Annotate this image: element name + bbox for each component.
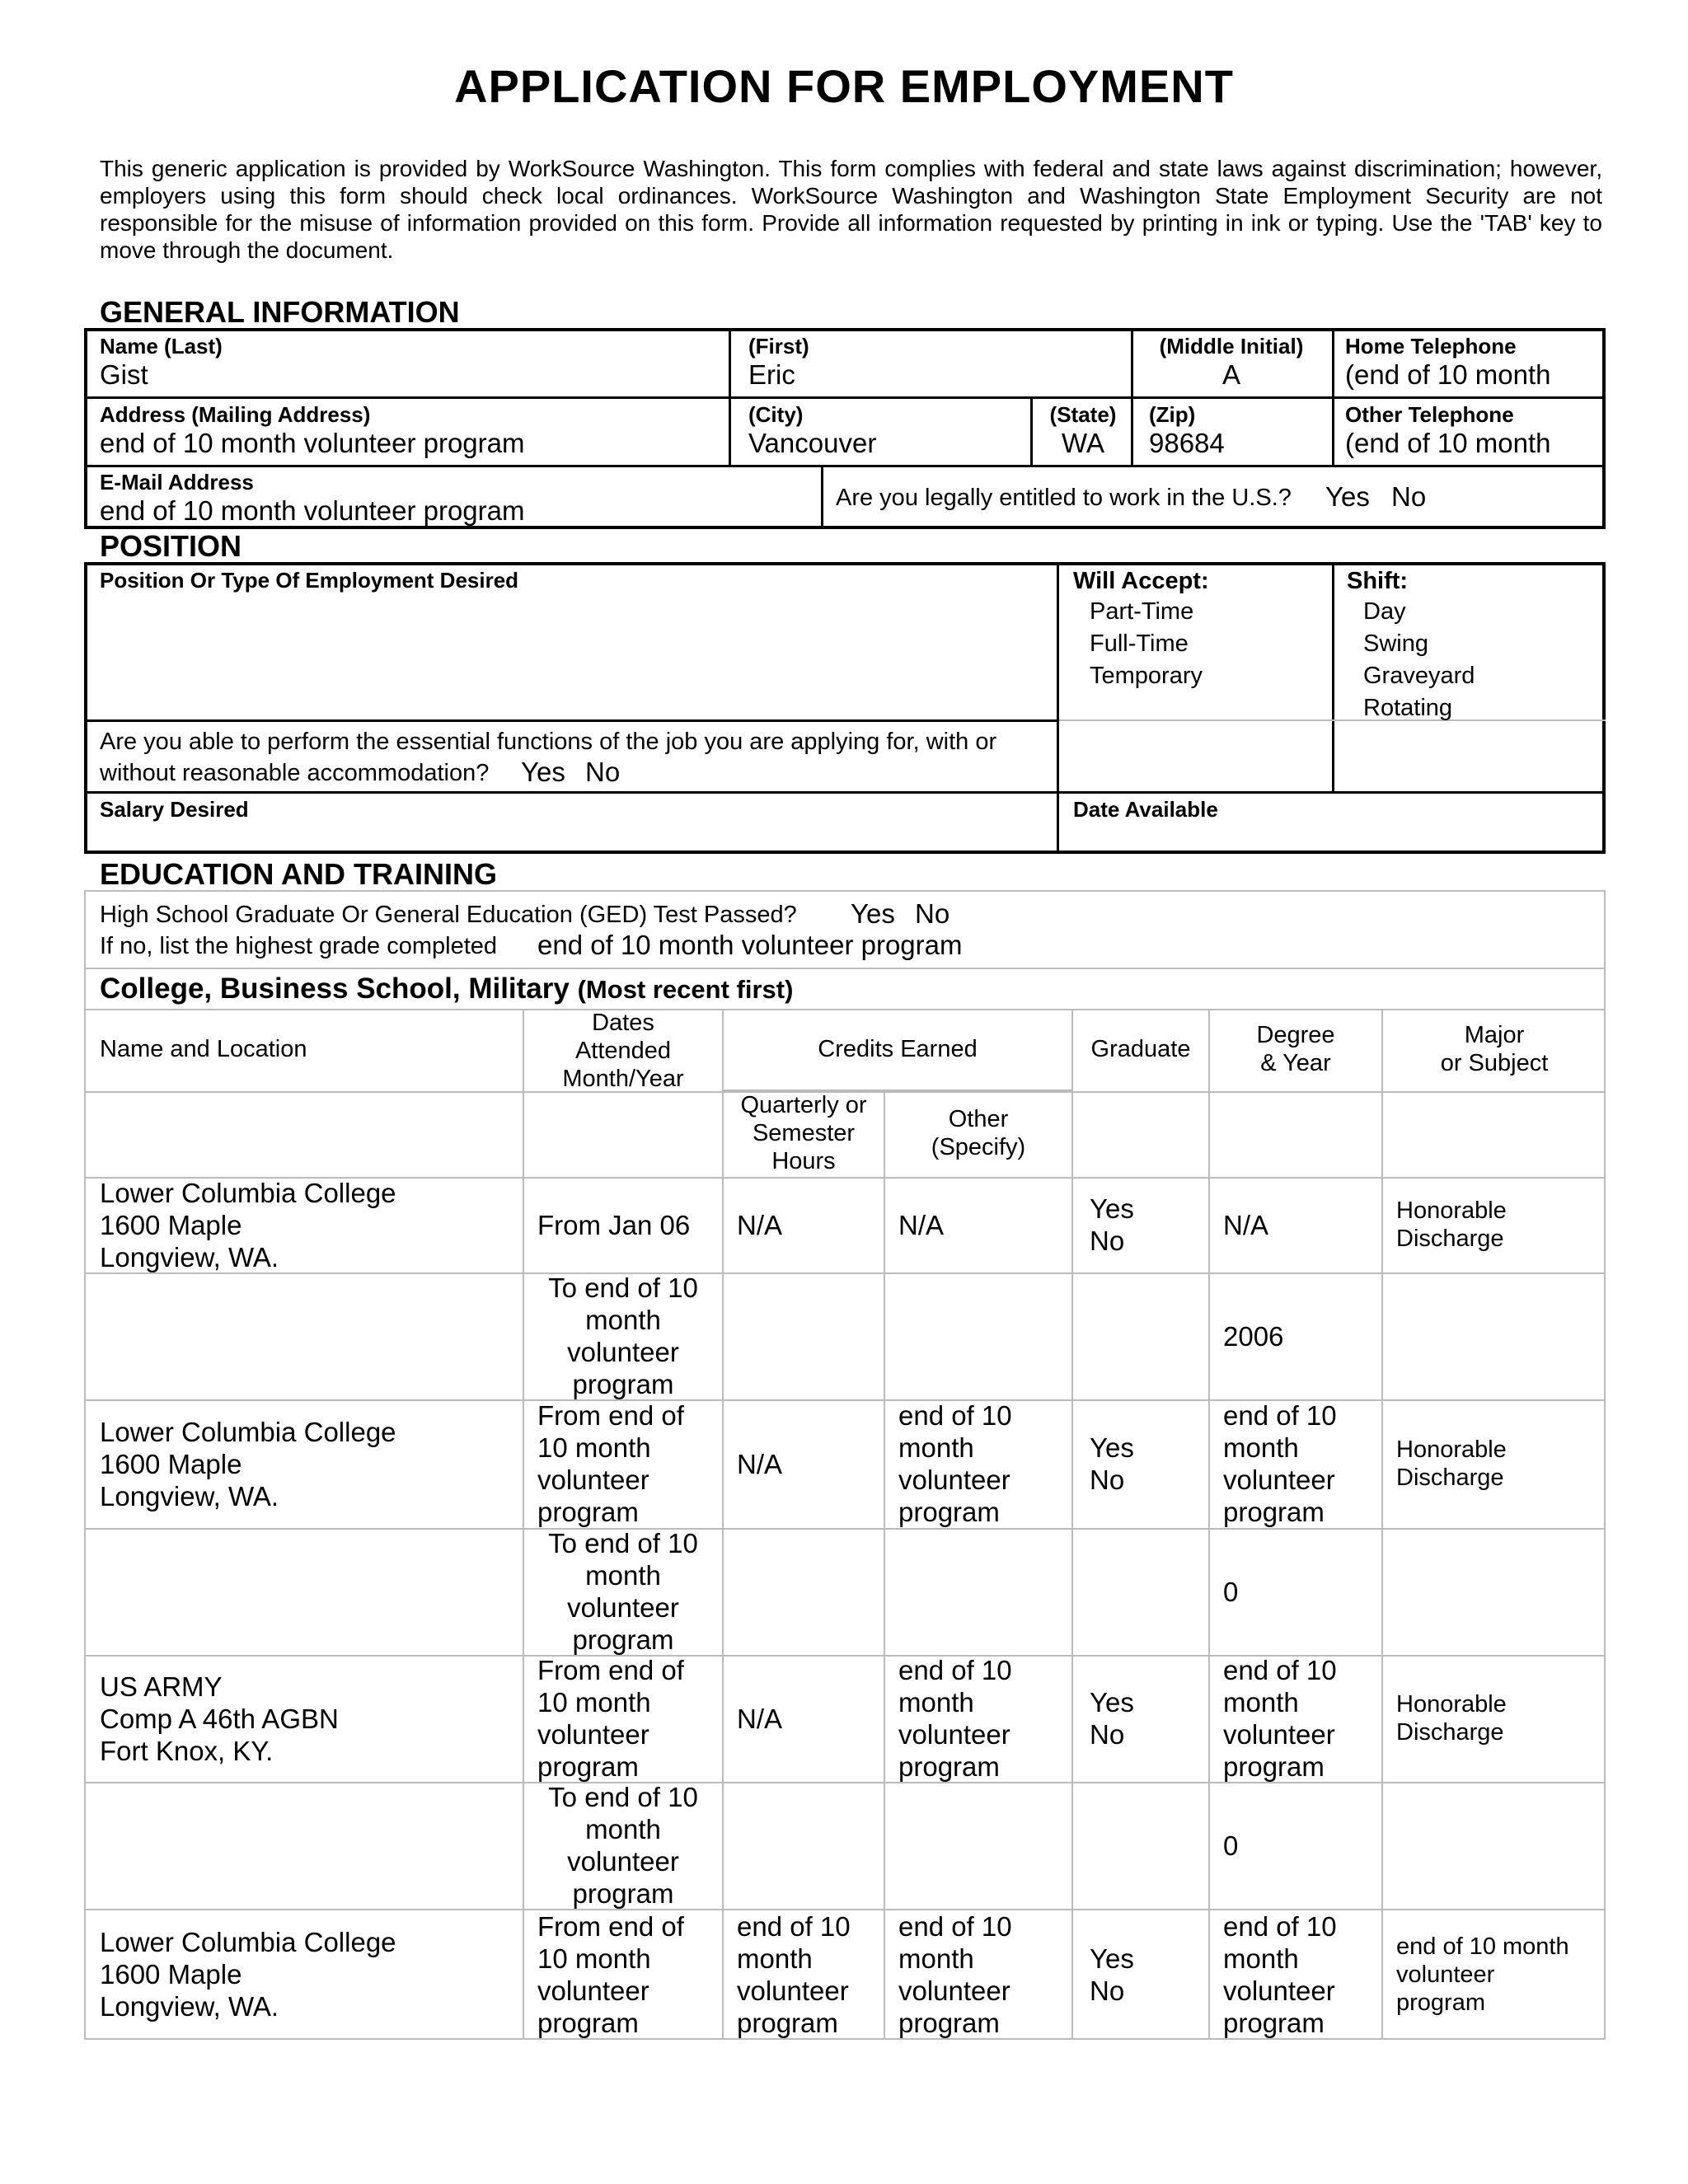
- degree-year-line: program: [1223, 1497, 1325, 1527]
- date-to-line: program: [572, 1878, 674, 1909]
- shift-options: [1363, 596, 1475, 724]
- college-heading-text: College, Business School, Military: [100, 972, 570, 1005]
- divider: [821, 465, 823, 529]
- first-name-field[interactable]: Eric: [748, 359, 795, 390]
- divider: [1057, 562, 1059, 854]
- other-credits[interactable]: [898, 1399, 1068, 1528]
- graduate-yes-no-line: Yes: [1090, 1943, 1134, 1974]
- degree-year-value[interactable]: [1223, 1576, 1378, 1608]
- other-credits-line: volunteer: [898, 1975, 1010, 2006]
- home-telephone-label: Home Telephone: [1345, 334, 1517, 359]
- quarterly-hours-line: volunteer: [737, 1975, 849, 2006]
- quarterly-hours[interactable]: [737, 1910, 882, 2039]
- date-from-line: volunteer: [537, 1719, 649, 1750]
- will-accept-option: Full-Time: [1090, 630, 1189, 657]
- header-line: Quarterly or: [740, 1092, 867, 1118]
- date-to-line: volunteer: [567, 1846, 679, 1877]
- school-name-location-line: Fort Knox, KY.: [100, 1735, 274, 1766]
- major-subject[interactable]: [1396, 1197, 1602, 1253]
- other-credits[interactable]: [898, 1654, 1068, 1783]
- major-subject-line: Honorable: [1396, 1197, 1507, 1224]
- date-to-line: month: [585, 1305, 661, 1335]
- graduate-yes-no-line: No: [1090, 1975, 1125, 2006]
- date-to[interactable]: [524, 1272, 722, 1400]
- shift-option: Rotating: [1363, 695, 1453, 721]
- home-telephone-field[interactable]: (end of 10 month: [1345, 359, 1551, 390]
- date-from[interactable]: [537, 1654, 719, 1783]
- date-to-line: volunteer: [567, 1592, 679, 1623]
- quarterly-hours-line: end of 10: [737, 1910, 851, 1942]
- address-field[interactable]: end of 10 month volunteer program: [100, 428, 525, 458]
- degree-year[interactable]: [1223, 1209, 1378, 1241]
- school-name-location-line: 1600 Maple: [100, 1209, 242, 1240]
- other-credits-line: month: [898, 1687, 974, 1718]
- salary-desired-label: Salary Desired: [100, 797, 249, 822]
- divider: [84, 1009, 1606, 1010]
- graduate-yes-no-line: No: [1090, 1226, 1125, 1256]
- degree-year-value-line: 0: [1223, 1576, 1239, 1607]
- divider: [84, 396, 1606, 399]
- education-heading: EDUCATION AND TRAINING: [100, 857, 497, 891]
- quarterly-hours[interactable]: [737, 1703, 882, 1735]
- divider: [1332, 562, 1334, 793]
- header-line: Major: [1464, 1022, 1525, 1048]
- degree-year-line: month: [1223, 1687, 1299, 1718]
- header-line: Semester: [752, 1120, 856, 1146]
- address-label: Address (Mailing Address): [100, 402, 371, 427]
- grid-line: [1071, 1009, 1073, 2040]
- other-specify-header: [885, 1105, 1071, 1161]
- general-information-heading: GENERAL INFORMATION: [100, 295, 460, 329]
- highest-grade-field[interactable]: end of 10 month volunteer program: [537, 930, 963, 960]
- school-name-location-line: 1600 Maple: [100, 1448, 242, 1479]
- degree-year-line: end of 10: [1223, 1910, 1337, 1942]
- date-from[interactable]: [537, 1399, 719, 1528]
- graduate-yes-no[interactable]: [1090, 1686, 1205, 1750]
- grid-line: [84, 1528, 1606, 1530]
- date-from-line: From end of: [537, 1910, 684, 1942]
- school-name-location-line: Longview, WA.: [100, 1480, 279, 1511]
- shift-option: Swing: [1363, 630, 1428, 657]
- other-credits-line: volunteer: [898, 1465, 1010, 1495]
- degree-year-line: end of 10: [1223, 1400, 1337, 1431]
- shift-label: Shift:: [1347, 568, 1409, 594]
- other-credits-line: end of 10: [898, 1400, 1012, 1431]
- essential-functions-question-cont: without reasonable accommodation?: [100, 760, 490, 786]
- school-name-location[interactable]: [100, 1671, 516, 1767]
- middle-initial-label: (Middle Initial): [1159, 334, 1304, 359]
- degree-year-line: month: [1223, 1432, 1299, 1463]
- major-subject-line: Honorable: [1396, 1691, 1507, 1718]
- major-subject[interactable]: [1396, 1690, 1602, 1746]
- quarterly-hours-line: program: [737, 2007, 838, 2038]
- other-telephone-field[interactable]: (end of 10 month: [1345, 428, 1551, 458]
- date-to-line: To end of 10: [548, 1528, 698, 1558]
- degree-year-line: program: [1223, 2007, 1325, 2038]
- degree-year-line: N/A: [1223, 1209, 1269, 1240]
- date-from[interactable]: [537, 1209, 719, 1241]
- last-name-field[interactable]: Gist: [100, 359, 148, 390]
- date-from-line: program: [537, 1751, 639, 1782]
- divider: [84, 719, 1057, 722]
- major-subject-line: Discharge: [1396, 1226, 1504, 1252]
- major-subject-line: Honorable: [1396, 1436, 1507, 1463]
- zip-field[interactable]: 98684: [1149, 428, 1225, 458]
- degree-year-value[interactable]: [1223, 1830, 1378, 1862]
- school-name-location-line: Lower Columbia College: [100, 1927, 396, 1957]
- grid-line: [884, 1090, 885, 2040]
- legal-yes-option[interactable]: Yes: [1325, 481, 1370, 512]
- date-from-line: From end of: [537, 1655, 684, 1685]
- date-to-line: program: [572, 1624, 674, 1655]
- major-subject-line: end of 10 month: [1396, 1933, 1569, 1960]
- credits-earned-header: Credits Earned: [818, 1036, 978, 1062]
- degree-year-value[interactable]: [1223, 1320, 1378, 1352]
- date-to[interactable]: [524, 1527, 722, 1656]
- essential-functions-question: Are you able to perform the essential functions of the job you are applying for, with or: [100, 729, 997, 755]
- quarterly-hours[interactable]: [737, 1209, 882, 1241]
- divider: [1030, 396, 1033, 465]
- graduate-yes-no-line: Yes: [1090, 1687, 1134, 1718]
- college-heading: [100, 972, 793, 1005]
- graduate-header: Graduate: [1090, 1036, 1191, 1062]
- quarterly-hours-header: [724, 1091, 884, 1175]
- date-from-line: From Jan 06: [537, 1209, 691, 1240]
- hs-yes-option[interactable]: Yes: [851, 898, 895, 929]
- divider: [1059, 719, 1606, 721]
- school-name-location-line: Lower Columbia College: [100, 1177, 396, 1208]
- school-name-location-line: Longview, WA.: [100, 1991, 279, 2022]
- other-credits-line: program: [898, 1751, 1000, 1782]
- dates-attended-header: [524, 1009, 722, 1093]
- state-field[interactable]: WA: [1062, 428, 1104, 458]
- quarterly-hours[interactable]: [737, 1448, 882, 1480]
- will-accept-option: Temporary: [1090, 663, 1203, 689]
- divider: [84, 465, 1606, 467]
- school-name-location-line: Comp A 46th AGBN: [100, 1703, 339, 1734]
- name-location-header: Name and Location: [100, 1036, 307, 1062]
- date-from-line: 10 month: [537, 1943, 651, 1974]
- degree-year-line: month: [1223, 1943, 1299, 1974]
- middle-initial-field[interactable]: A: [1221, 359, 1240, 390]
- school-name-location-line: 1600 Maple: [100, 1959, 242, 1990]
- school-name-location-line: Longview, WA.: [100, 1241, 279, 1272]
- date-to[interactable]: [524, 1781, 722, 1910]
- highest-grade-label: If no, list the highest grade completed: [100, 933, 498, 959]
- date-available-label: Date Available: [1073, 797, 1218, 822]
- degree-year-line: end of 10: [1223, 1655, 1337, 1685]
- graduate-yes-no-line: Yes: [1090, 1193, 1134, 1224]
- quarterly-hours-line: N/A: [737, 1209, 783, 1240]
- first-name-label: (First): [748, 334, 809, 359]
- header-line: Dates: [592, 1010, 654, 1036]
- date-to-line: program: [572, 1369, 674, 1399]
- degree-year[interactable]: [1223, 1399, 1378, 1528]
- header-line: Other: [948, 1106, 1009, 1132]
- other-credits-line: month: [898, 1943, 974, 1974]
- date-to-line: To end of 10: [548, 1782, 698, 1812]
- hs-no-option[interactable]: No: [915, 898, 950, 929]
- other-credits-line: N/A: [898, 1209, 945, 1240]
- page-title: APPLICATION FOR EMPLOYMENT: [454, 60, 1234, 112]
- legal-no-option[interactable]: No: [1391, 481, 1427, 512]
- divider: [1131, 328, 1133, 396]
- date-from-line: volunteer: [537, 1975, 649, 2006]
- header-line: Attended: [574, 1038, 672, 1064]
- degree-year-value-line: 0: [1223, 1830, 1239, 1861]
- other-credits-line: volunteer: [898, 1719, 1010, 1750]
- zip-label: (Zip): [1149, 402, 1196, 427]
- degree-year-line: volunteer: [1223, 1975, 1335, 2006]
- other-telephone-label: Other Telephone: [1345, 402, 1514, 427]
- school-name-location[interactable]: [100, 1926, 516, 2022]
- other-credits-line: end of 10: [898, 1910, 1012, 1942]
- header-line: Month/Year: [562, 1066, 684, 1092]
- degree-year[interactable]: [1223, 1654, 1378, 1783]
- will-accept-option: Part-Time: [1090, 598, 1194, 625]
- major-subject-line: program: [1396, 1989, 1485, 2016]
- divider: [84, 791, 1606, 794]
- header-line: Degree: [1256, 1022, 1335, 1048]
- last-name-label: Name (Last): [100, 334, 223, 359]
- date-from-line: program: [537, 2007, 639, 2038]
- date-from-line: From end of: [537, 1400, 684, 1431]
- other-credits[interactable]: [898, 1209, 1068, 1241]
- degree-year-line: volunteer: [1223, 1465, 1335, 1495]
- shift-option: Day: [1363, 598, 1406, 625]
- shift-option: Graveyard: [1363, 663, 1475, 689]
- divider: [729, 328, 731, 396]
- other-credits-line: program: [898, 1497, 1000, 1527]
- degree-year-line: volunteer: [1223, 1719, 1335, 1750]
- high-school-question: High School Graduate Or General Education (GED) Test Passed?: [100, 902, 797, 928]
- date-from-line: 10 month: [537, 1432, 651, 1463]
- graduate-yes-no-line: No: [1090, 1719, 1125, 1750]
- date-to-line: volunteer: [567, 1337, 679, 1367]
- date-from[interactable]: [537, 1910, 719, 2039]
- header-line: (Specify): [931, 1134, 1026, 1160]
- intro-paragraph: This generic application is provided by WorkSource Washington. This form complies with federal and state laws against discrimination; however, employers using this form should check local ordinances. WorkSource Washington and Washington State Employment Security are not responsible for the misuse of information provided on this form. Provide all information requested by printing in ink or typing. Use the 'TAB' key to move through the document.: [100, 156, 1602, 263]
- major-subject-line: Discharge: [1396, 1465, 1504, 1491]
- school-name-location[interactable]: [100, 1177, 516, 1273]
- other-credits-line: month: [898, 1432, 974, 1463]
- email-label: E-Mail Address: [100, 470, 254, 494]
- header-line: or Subject: [1440, 1050, 1549, 1076]
- school-name-location-line: Lower Columbia College: [100, 1416, 396, 1447]
- date-to-line: month: [585, 1560, 661, 1591]
- date-to-line: month: [585, 1814, 661, 1844]
- date-from-line: program: [537, 1497, 639, 1527]
- essential-no-option[interactable]: No: [585, 757, 621, 787]
- grid-line: [1381, 1009, 1383, 2040]
- quarterly-hours-line: N/A: [737, 1703, 783, 1734]
- major-subject-line: Discharge: [1396, 1719, 1504, 1746]
- header-line: Hours: [771, 1148, 836, 1174]
- graduate-yes-no-line: No: [1090, 1465, 1125, 1495]
- city-label: (City): [748, 402, 804, 427]
- grid-line: [1208, 1009, 1210, 2040]
- major-subject-line: volunteer: [1396, 1961, 1495, 1988]
- email-field[interactable]: end of 10 month volunteer program: [100, 495, 525, 526]
- major-subject-header: [1383, 1021, 1606, 1077]
- other-credits-line: program: [898, 2007, 1000, 2038]
- graduate-yes-no[interactable]: [1090, 1432, 1205, 1496]
- date-from-line: 10 month: [537, 1687, 651, 1718]
- degree-year-value-line: 2006: [1223, 1320, 1284, 1352]
- position-desired-label: Position Or Type Of Employment Desired: [100, 568, 519, 593]
- divider: [1131, 396, 1133, 465]
- degree-year[interactable]: [1223, 1910, 1378, 2039]
- school-name-location[interactable]: [100, 1416, 516, 1512]
- legal-work-question: Are you legally entitled to work in the U.S.?: [836, 485, 1292, 511]
- other-credits-line: end of 10: [898, 1655, 1012, 1685]
- date-from-line: volunteer: [537, 1465, 649, 1495]
- divider: [84, 968, 1606, 969]
- major-subject[interactable]: [1396, 1933, 1602, 2017]
- state-label: (State): [1049, 402, 1117, 427]
- will-accept-options: [1090, 596, 1203, 692]
- essential-yes-option[interactable]: Yes: [521, 757, 565, 787]
- quarterly-hours-line: month: [737, 1943, 813, 1974]
- city-field[interactable]: Vancouver: [748, 428, 877, 458]
- college-heading-note: (Most recent first): [577, 975, 794, 1004]
- major-subject[interactable]: [1396, 1436, 1602, 1492]
- graduate-yes-no[interactable]: [1090, 1943, 1205, 2007]
- graduate-yes-no-line: Yes: [1090, 1432, 1134, 1463]
- degree-year-line: program: [1223, 1751, 1325, 1782]
- header-line: & Year: [1260, 1050, 1331, 1076]
- school-name-location-line: US ARMY: [100, 1671, 223, 1702]
- graduate-yes-no[interactable]: [1090, 1193, 1205, 1257]
- quarterly-hours-line: N/A: [737, 1448, 783, 1479]
- other-credits[interactable]: [898, 1910, 1068, 2039]
- divider: [729, 396, 731, 465]
- will-accept-label: Will Accept:: [1073, 568, 1209, 594]
- divider: [1332, 328, 1334, 465]
- degree-year-header: [1210, 1021, 1381, 1077]
- date-to-line: To end of 10: [548, 1272, 698, 1303]
- position-heading: POSITION: [100, 529, 242, 563]
